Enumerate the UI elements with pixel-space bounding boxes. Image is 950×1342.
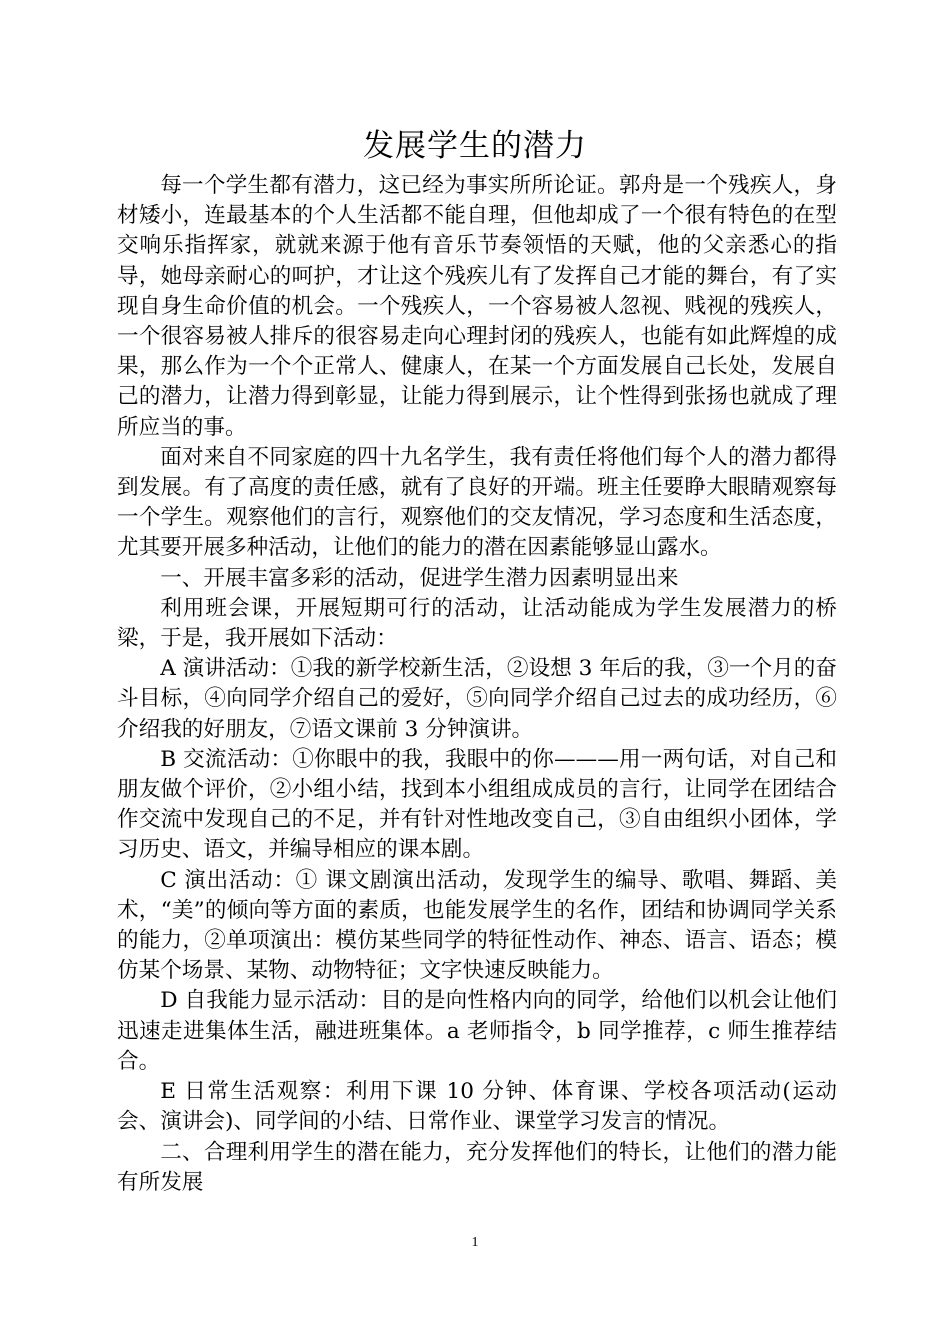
document-body	[117, 171, 837, 1198]
paragraph: 利用班会课，开展短期可行的活动，让活动能成为学生发展潜力的桥梁，于是，我开展如下活动：	[117, 595, 837, 652]
page-number: 1	[471, 1235, 479, 1250]
activity-item: C 演出活动：① 课文剧演出活动，发现学生的编导、歌唱、舞蹈、美术，“美”的倾向等方面的素质，也能发展学生的名作，团结和协调同学关系的能力，②单项演出：模仿某些同学的特征性动作、神态、语言、语态；模仿某个场景、某物、动物特征；文字快速反映能力。	[117, 867, 837, 984]
activity-item: A 演讲活动：①我的新学校新生活，②设想 3 年后的我，③一个月的奋斗目标，④向同学介绍自己的爱好，⑤向同学介绍自己过去的成功经历，⑥介绍我的好朋友，⑦语文课前 3 分钟演讲。	[117, 656, 837, 742]
section-heading: 二、合理利用学生的潜在能力，充分发挥他们的特长，让他们的潜力能有所发展	[117, 1139, 837, 1195]
paragraph: 每一个学生都有潜力，这已经为事实所所论证。郭舟是一个残疾人，身材矮小，连最基本的个人生活都不能自理，但他却成了一个很有特色的在型交响乐指挥家，就就来源于他有音乐节奏领悟的天赋，他的父亲悉心的指导，她母亲耐心的呵护，才让这个残疾儿有了发挥自己才能的舞台，有了实现自身生命价值的机会。一个残疾人，一个容易被人忽视、贱视的残疾人，一个很容易被人排斥的很容易走向心理封闭的残疾人，也能有如此辉煌的成果，那么作为一个个正常人、健康人，在某一个方面发展自己长处，发展自己的潜力，让潜力得到彰显，让能力得到展示，让个性得到张扬也就成了理所应当的事。	[117, 173, 837, 440]
paragraph: 面对来自不同家庭的四十九名学生，我有责任将他们每个人的潜力都得到发展。有了高度的责任感，就有了良好的开端。班主任要睁大眼睛观察每一个学生。观察他们的言行，观察他们的交友情况，学习态度和生活态度，尤其要开展多种活动，让他们的能力的潜在因素能够显山露水。	[117, 444, 837, 561]
activity-item: D 自我能力显示活动：目的是向性格内向的同学，给他们以机会让他们迅速走进集体生活，融进班集体。a 老师指令，b 同学推荐，c 师生推荐结合。	[117, 988, 837, 1074]
activity-item: E 日常生活观察：利用下课 10 分钟、体育课、学校各项活动(运动会、演讲会)、同学间的小结、日常作业、课堂学习发言的情况。	[117, 1079, 837, 1135]
section-heading: 一、开展丰富多彩的活动，促进学生潜力因素明显出来	[160, 565, 679, 591]
document-title: 发展学生的潜力	[363, 128, 587, 164]
activity-item: B 交流活动：①你眼中的我，我眼中的你———用一两句话，对自己和朋友做个评价，②小组小结，找到本小组组成成员的言行，让同学在团结合作交流中发现自己的不足，并有针对性地改变自己，③自由组织小团体，学习历史、语文，并编导相应的课本剧。	[117, 746, 837, 863]
